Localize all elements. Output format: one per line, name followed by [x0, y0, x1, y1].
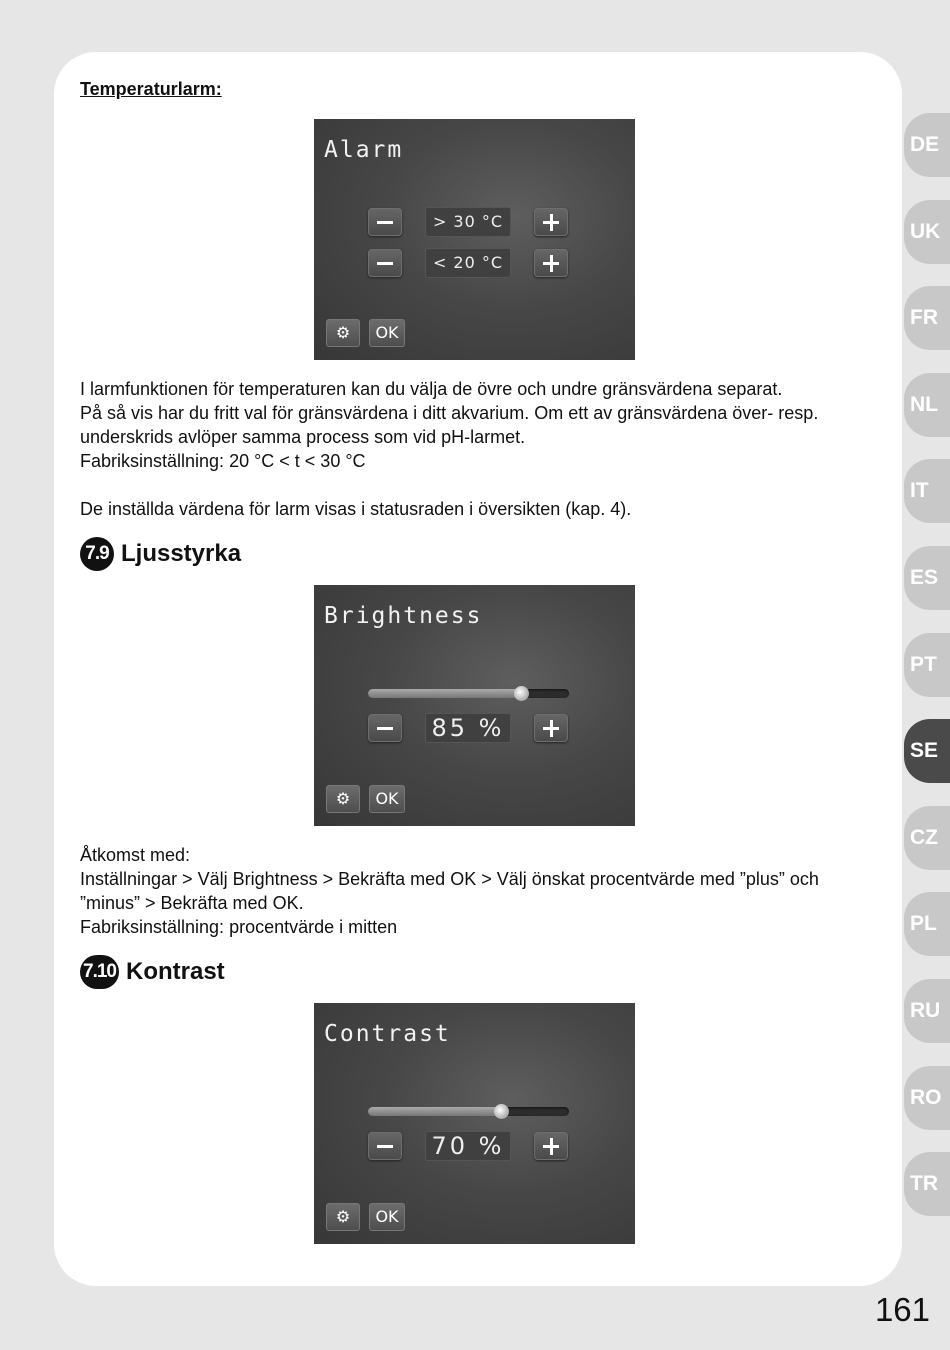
text-line: Fabriksinställning: procentvärde i mitten	[80, 917, 398, 937]
minus-button[interactable]	[368, 1132, 402, 1160]
lower-limit-value: < 20 °C	[425, 248, 511, 278]
language-tab-uk[interactable]: UK	[904, 200, 950, 264]
language-tab-ru[interactable]: RU	[904, 979, 950, 1043]
minus-icon	[377, 727, 393, 730]
ok-button[interactable]: OK	[369, 319, 405, 347]
plus-button[interactable]	[534, 1132, 568, 1160]
language-tab-pt[interactable]: PT	[904, 633, 950, 697]
minus-button[interactable]	[368, 714, 402, 742]
section-title: Ljusstyrka	[121, 540, 242, 567]
text-line: underskrids avlöper samma process som vid pH-larmet.	[80, 427, 526, 447]
language-tab-tr[interactable]: TR	[904, 1152, 950, 1216]
screen-title: Alarm	[324, 137, 404, 163]
slider-knob[interactable]	[514, 686, 529, 701]
upper-limit-value: > 30 °C	[425, 207, 511, 237]
language-tab-nl[interactable]: NL	[904, 373, 950, 437]
language-tab-it[interactable]: IT	[904, 459, 950, 523]
gear-icon: ⚙	[335, 1207, 351, 1226]
contrast-screen	[314, 1003, 635, 1244]
language-tab-es[interactable]: ES	[904, 546, 950, 610]
language-tab-fr[interactable]: FR	[904, 286, 950, 350]
contrast-slider[interactable]	[368, 1107, 569, 1116]
settings-button[interactable]	[326, 1203, 360, 1231]
slider-fill	[368, 1107, 501, 1116]
language-tabs	[900, 0, 950, 1350]
language-tab-se[interactable]: SE	[904, 719, 950, 783]
ok-button[interactable]: OK	[369, 1203, 405, 1231]
ok-button[interactable]: OK	[369, 785, 405, 813]
brightness-value: 85 %	[425, 713, 511, 743]
screen-title: Brightness	[324, 603, 483, 629]
section-number-badge: 7.10	[80, 955, 119, 989]
text-line: På så vis har du fritt val för gränsvärdena i ditt akvarium. Om ett av gränsvärdena över- resp.	[80, 403, 819, 423]
brightness-description	[80, 843, 870, 939]
settings-button[interactable]	[326, 319, 360, 347]
alarm-note: De inställda värdena för larm visas i statusraden i översikten (kap. 4).	[80, 499, 632, 519]
language-tab-de[interactable]: DE	[904, 113, 950, 177]
language-tab-pl[interactable]: PL	[904, 892, 950, 956]
text-line: I larmfunktionen för temperaturen kan du välja de övre och undre gränsvärdena separat.	[80, 379, 783, 399]
slider-fill	[368, 689, 521, 698]
lower-minus-button[interactable]	[368, 249, 402, 277]
settings-button[interactable]	[326, 785, 360, 813]
page-number: 161	[874, 1291, 930, 1328]
language-tab-ro[interactable]: RO	[904, 1066, 950, 1130]
minus-icon	[377, 1145, 393, 1148]
brightness-heading	[80, 537, 241, 571]
section-label: Temperaturlarm:	[80, 79, 222, 99]
plus-button[interactable]	[534, 714, 568, 742]
upper-plus-button[interactable]	[534, 208, 568, 236]
brightness-screen	[314, 585, 635, 826]
gear-icon: ⚙	[335, 323, 351, 342]
screen-title: Contrast	[324, 1021, 451, 1047]
text-line: ”minus” > Bekräfta med OK.	[80, 893, 304, 913]
alarm-description	[80, 377, 870, 473]
text-line: Inställningar > Välj Brightness > Bekräfta med OK > Välj önskat procentvärde med ”plus” och	[80, 869, 819, 889]
text-line: Fabriksinställning: 20 °C < t < 30 °C	[80, 451, 366, 471]
upper-minus-button[interactable]	[368, 208, 402, 236]
section-number-badge: 7.9	[80, 537, 114, 571]
alarm-screen	[314, 119, 635, 360]
minus-icon	[377, 262, 393, 265]
minus-icon	[377, 221, 393, 224]
slider-knob[interactable]	[494, 1104, 509, 1119]
contrast-heading	[80, 955, 225, 989]
contrast-value: 70 %	[425, 1131, 511, 1161]
language-tab-cz[interactable]: CZ	[904, 806, 950, 870]
section-title: Kontrast	[125, 958, 225, 985]
brightness-slider[interactable]	[368, 689, 569, 698]
text-line: Åtkomst med:	[80, 845, 191, 865]
lower-plus-button[interactable]	[534, 249, 568, 277]
gear-icon: ⚙	[335, 789, 351, 808]
